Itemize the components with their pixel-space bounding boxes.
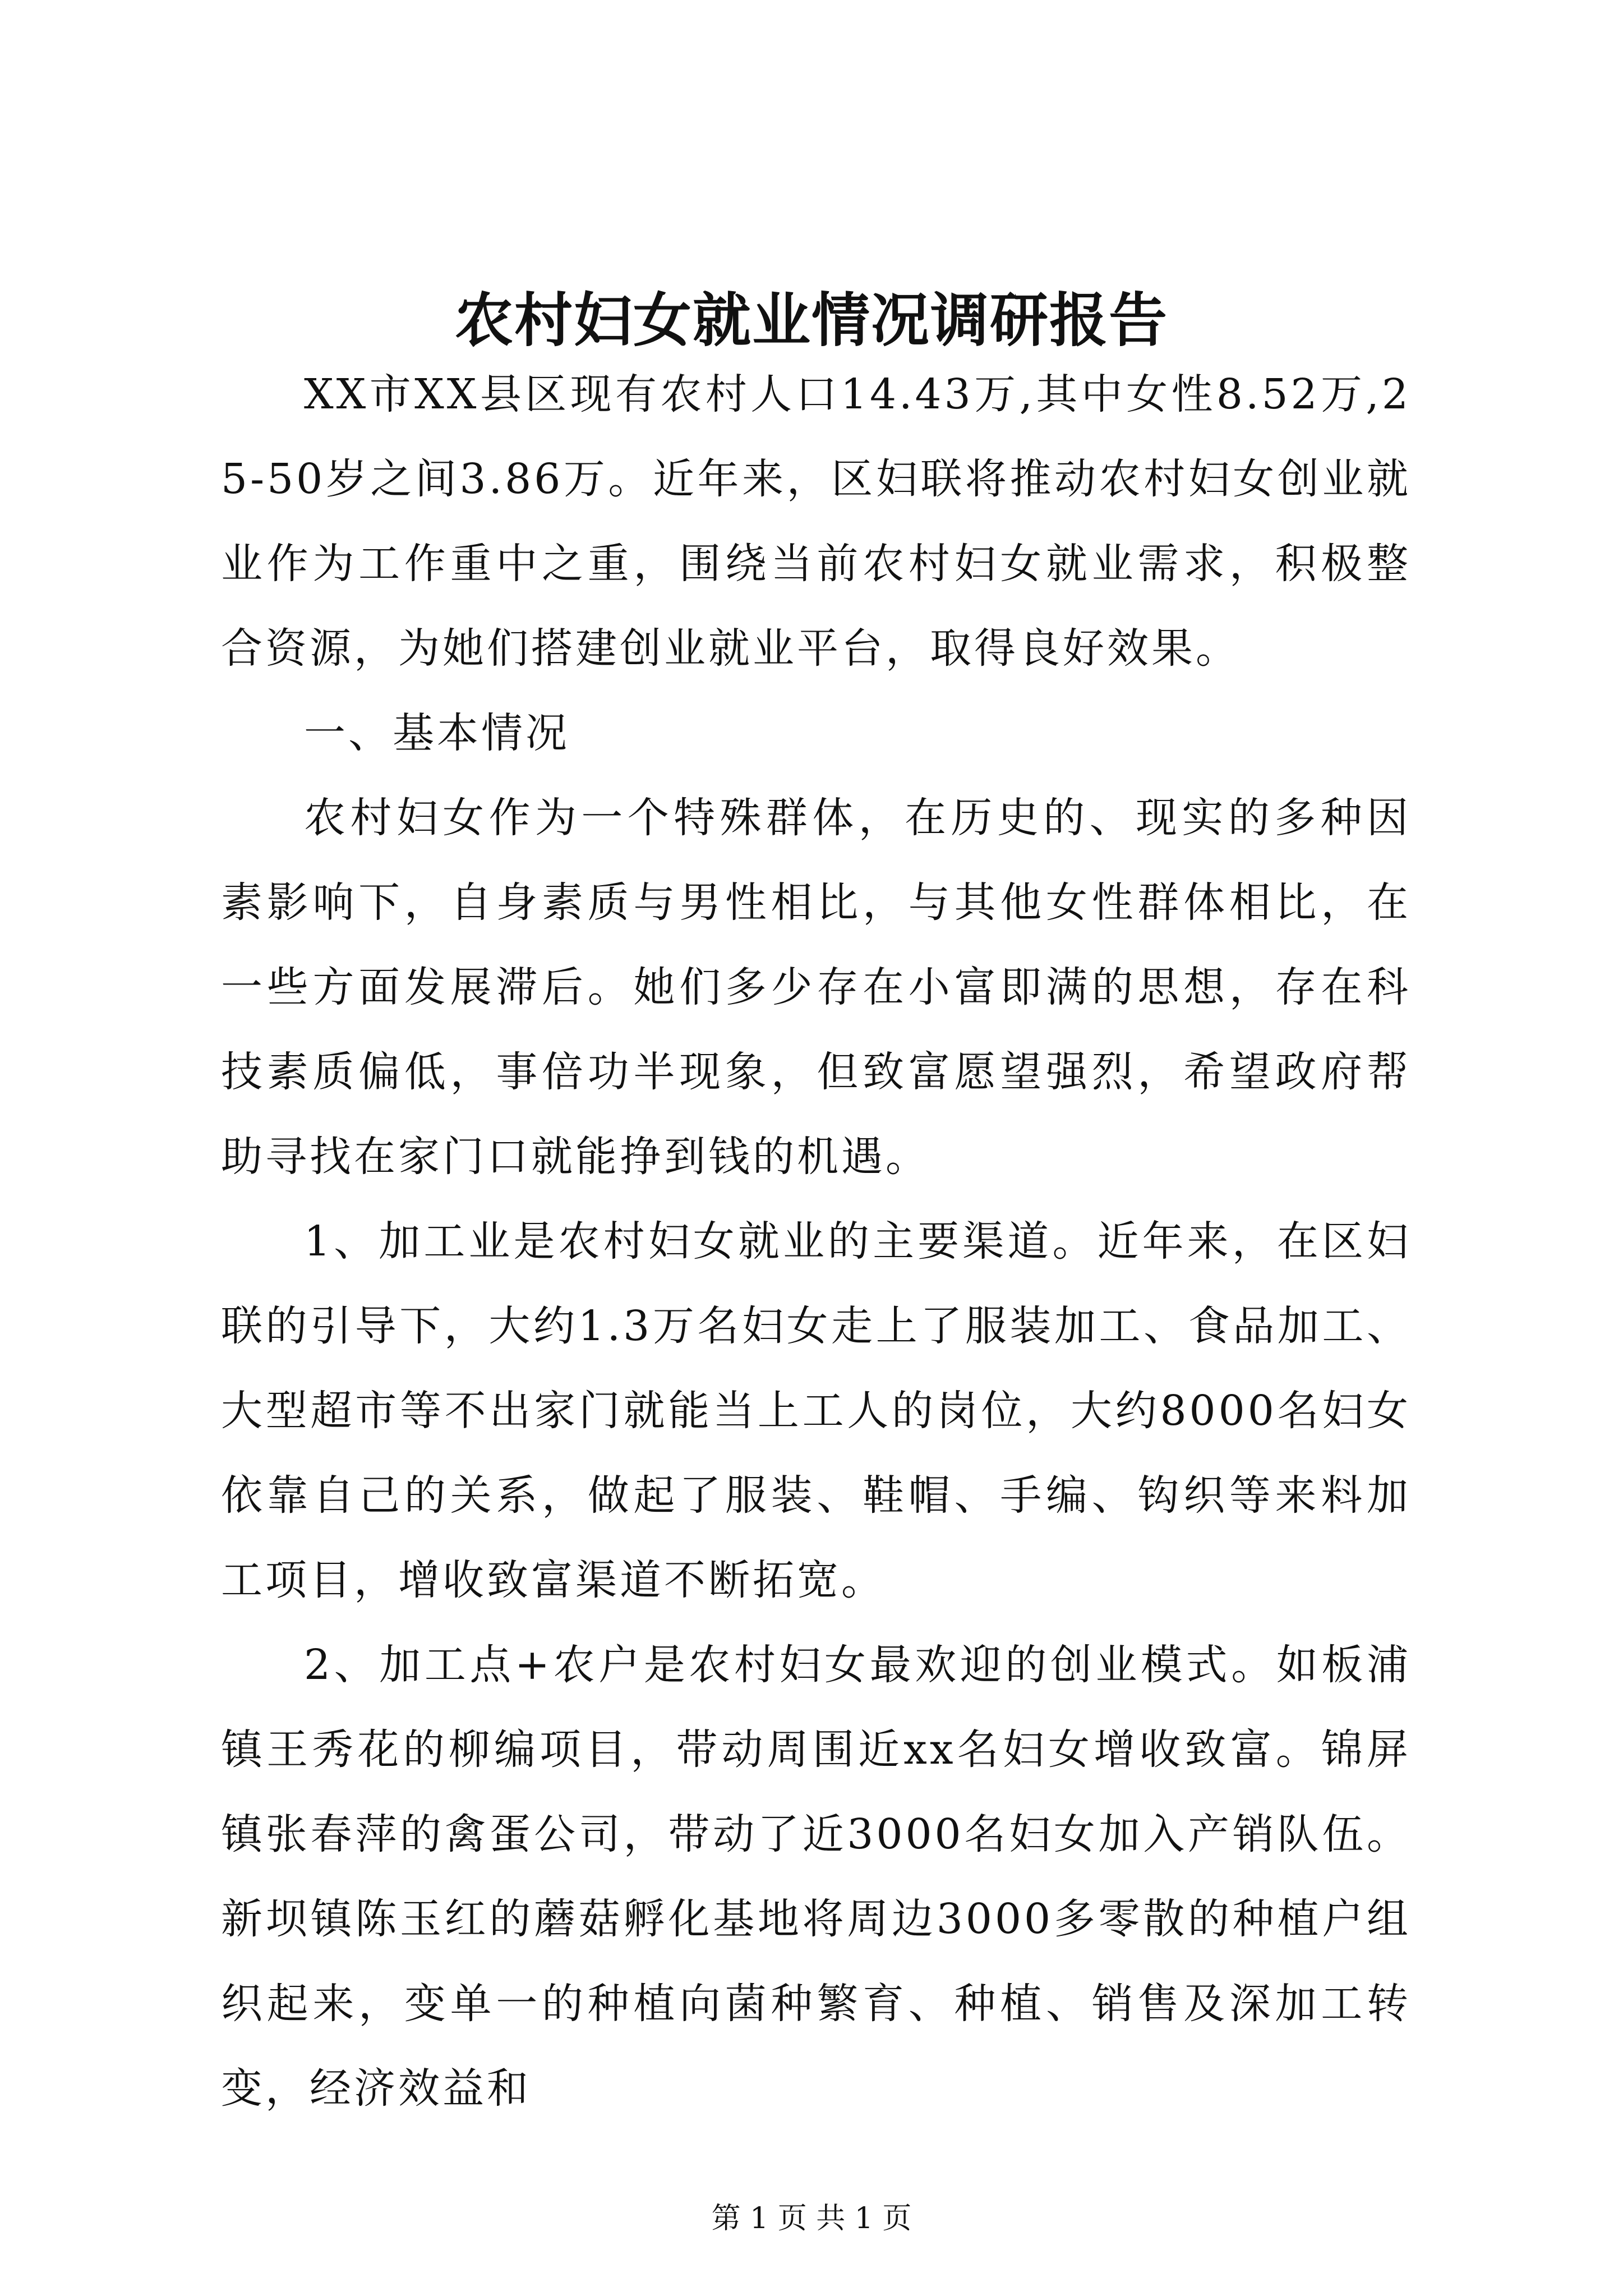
- paragraph-basic-situation: 农村妇女作为一个特殊群体，在历史的、现实的多种因素影响下，自身素质与男性相比，与其他女性群体相比，在一些方面发展滞后。她们多少存在小富即满的思想，存在科技素质偏低，事倍功半现象，但致富愿望强烈，希望政府帮助寻找在家门口就能挣到钱的机遇。: [221, 794, 1411, 1181]
- paragraph-point-2: 2、加工点+农户是农村妇女最欢迎的创业模式。如板浦镇王秀花的柳编项目，带动周围近xx名妇女增收致富。锦屏镇张春萍的禽蛋公司，带动了近3000名妇女加入产销队伍。新坝镇陈玉红的蘑菇孵化基地将周边3000多零散的种植户组织起来，变单一的种植向菌种繁育、种植、销售及深加工转变，经济效益和: [221, 1641, 1411, 2113]
- section-heading-basic-situation: 一、基本情况: [304, 709, 570, 757]
- paragraph-intro: XX市XX县区现有农村人口14.43万,其中女性8.52万,25-50岁之间3.86万。近年来，区妇联将推动农村妇女创业就业作为工作重中之重，围绕当前农村妇女就业需求，积极整合资源，为她们搭建创业就业平台，取得良好效果。: [221, 370, 1411, 673]
- document-title: 农村妇女就业情况调研报告: [454, 286, 1168, 355]
- paragraph-point-1: 1、加工业是农村妇女就业的主要渠道。近年来，在区妇联的引导下，大约1.3万名妇女走上了服装加工、食品加工、大型超市等不出家门就能当上工人的岗位，大约8000名妇女依靠自己的关系，做起了服装、鞋帽、手编、钩织等来料加工项目，增收致富渠道不断拓宽。: [221, 1217, 1411, 1604]
- page-number-label: 第 1 页 共 1 页: [711, 2202, 912, 2235]
- page-footer: [0, 2199, 1623, 2238]
- document-body: [221, 352, 1411, 2131]
